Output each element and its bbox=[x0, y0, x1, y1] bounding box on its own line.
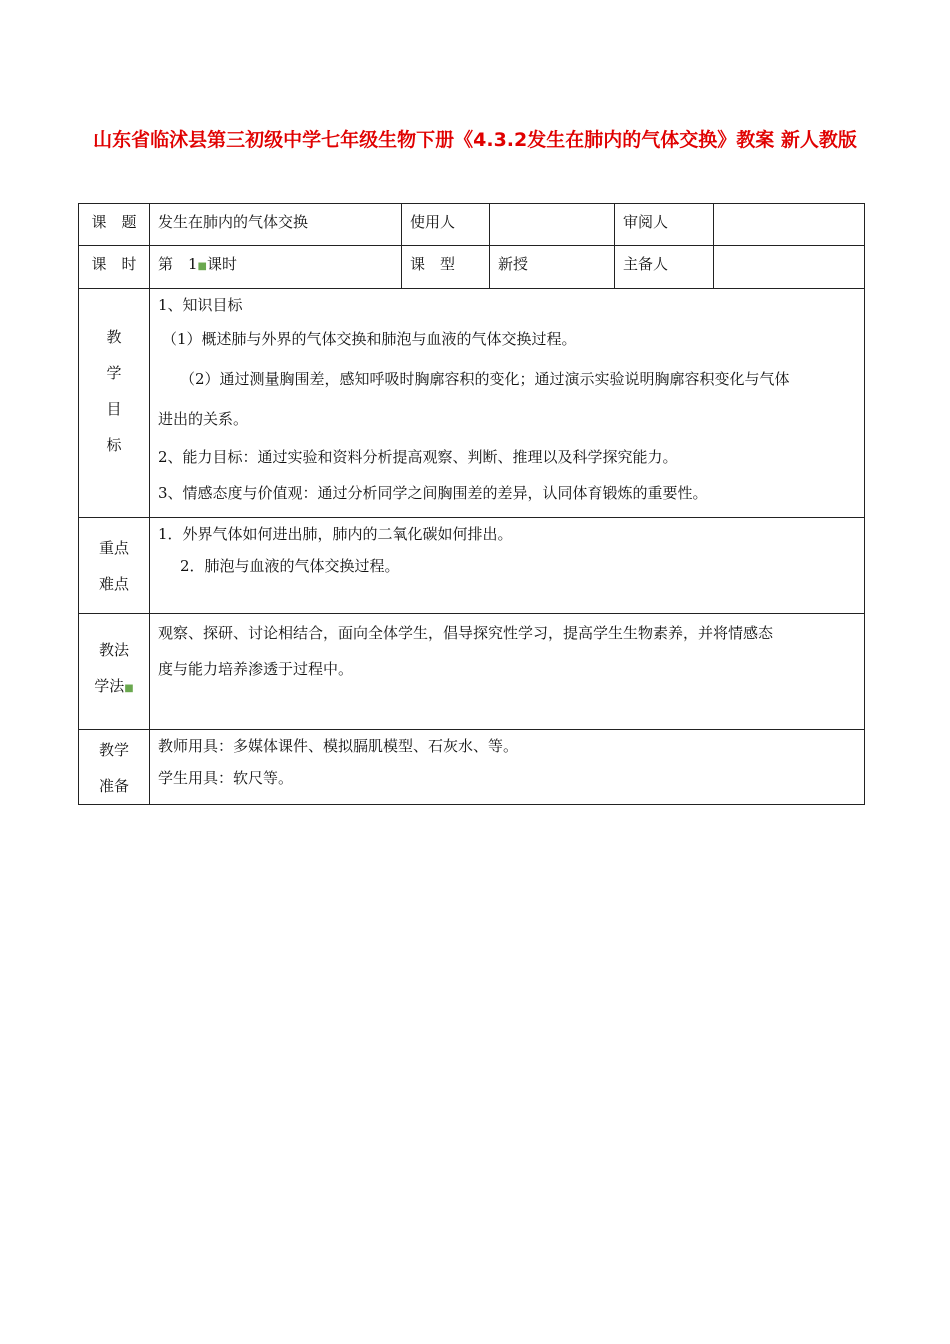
table-row-period bbox=[79, 246, 865, 289]
preparation-content bbox=[150, 730, 864, 802]
objective-line: 2、能力目标：通过实验和资料分析提高观察、判断、推理以及科学探究能力。 bbox=[158, 448, 678, 466]
preparation-label: 教学 准备 bbox=[98, 741, 129, 795]
keypoints-content bbox=[150, 518, 864, 590]
keypoint-line: 2．肺泡与血液的气体交换过程。 bbox=[180, 557, 400, 575]
preparer-value bbox=[714, 246, 864, 258]
methods-label: 教法 学法■ bbox=[94, 641, 134, 695]
preparation-line: 学生用具：软尺等。 bbox=[158, 769, 294, 787]
objective-line: （1）概述肺与外界的气体交换和肺泡与血液的气体交换过程。 bbox=[162, 330, 577, 348]
user-value bbox=[490, 204, 614, 216]
lesson-type-value: 新授 bbox=[498, 255, 529, 273]
keypoints-label: 重点 难点 bbox=[98, 539, 129, 593]
topic-value: 发生在肺内的气体交换 bbox=[158, 213, 309, 231]
lesson-type-label: 课 型 bbox=[410, 255, 456, 273]
objective-line: （2）通过测量胸围差，感知呼吸时胸廓容积的变化；通过演示实验说明胸廓容积变化与气体 bbox=[180, 370, 790, 388]
period-value: 第 1■课时 bbox=[158, 255, 238, 273]
topic-label: 课 题 bbox=[91, 213, 137, 231]
period-label: 课 时 bbox=[91, 255, 137, 273]
preparation-line: 教师用具：多媒体课件、模拟膈肌模型、石灰水、等。 bbox=[158, 737, 519, 755]
table-row-topic bbox=[79, 204, 865, 246]
user-label: 使用人 bbox=[410, 213, 456, 231]
objective-line: 1、知识目标 bbox=[158, 296, 243, 314]
table-row-objectives bbox=[79, 289, 865, 518]
preparer-label: 主备人 bbox=[623, 255, 669, 273]
table-row-keypoints bbox=[79, 518, 865, 614]
reviewer-label: 审阅人 bbox=[623, 213, 669, 231]
methods-content bbox=[150, 614, 864, 696]
keypoint-line: 1．外界气体如何进出肺，肺内的二氧化碳如何排出。 bbox=[158, 525, 513, 543]
objective-line: 进出的关系。 bbox=[158, 410, 249, 428]
method-line: 度与能力培养渗透于过程中。 bbox=[158, 660, 354, 678]
method-line: 观察、探研、讨论相结合，面向全体学生，倡导探究性学习，提高学生生物素养，并将情感态 bbox=[158, 624, 774, 642]
table-row-preparation bbox=[79, 730, 865, 805]
document-title: 山东省临沭县第三初级中学七年级生物下册《4.3.2发生在肺内的气体交换》教案 新人教版 bbox=[93, 129, 857, 151]
lesson-plan-table bbox=[78, 203, 865, 805]
table-row-methods bbox=[79, 614, 865, 730]
reviewer-value bbox=[714, 204, 864, 216]
objectives-content bbox=[150, 289, 864, 517]
objective-line: 3、情感态度与价值观：通过分析同学之间胸围差的差异，认同体育锻炼的重要性。 bbox=[158, 484, 708, 502]
objectives-label: 教 学 目 标 bbox=[106, 328, 122, 454]
